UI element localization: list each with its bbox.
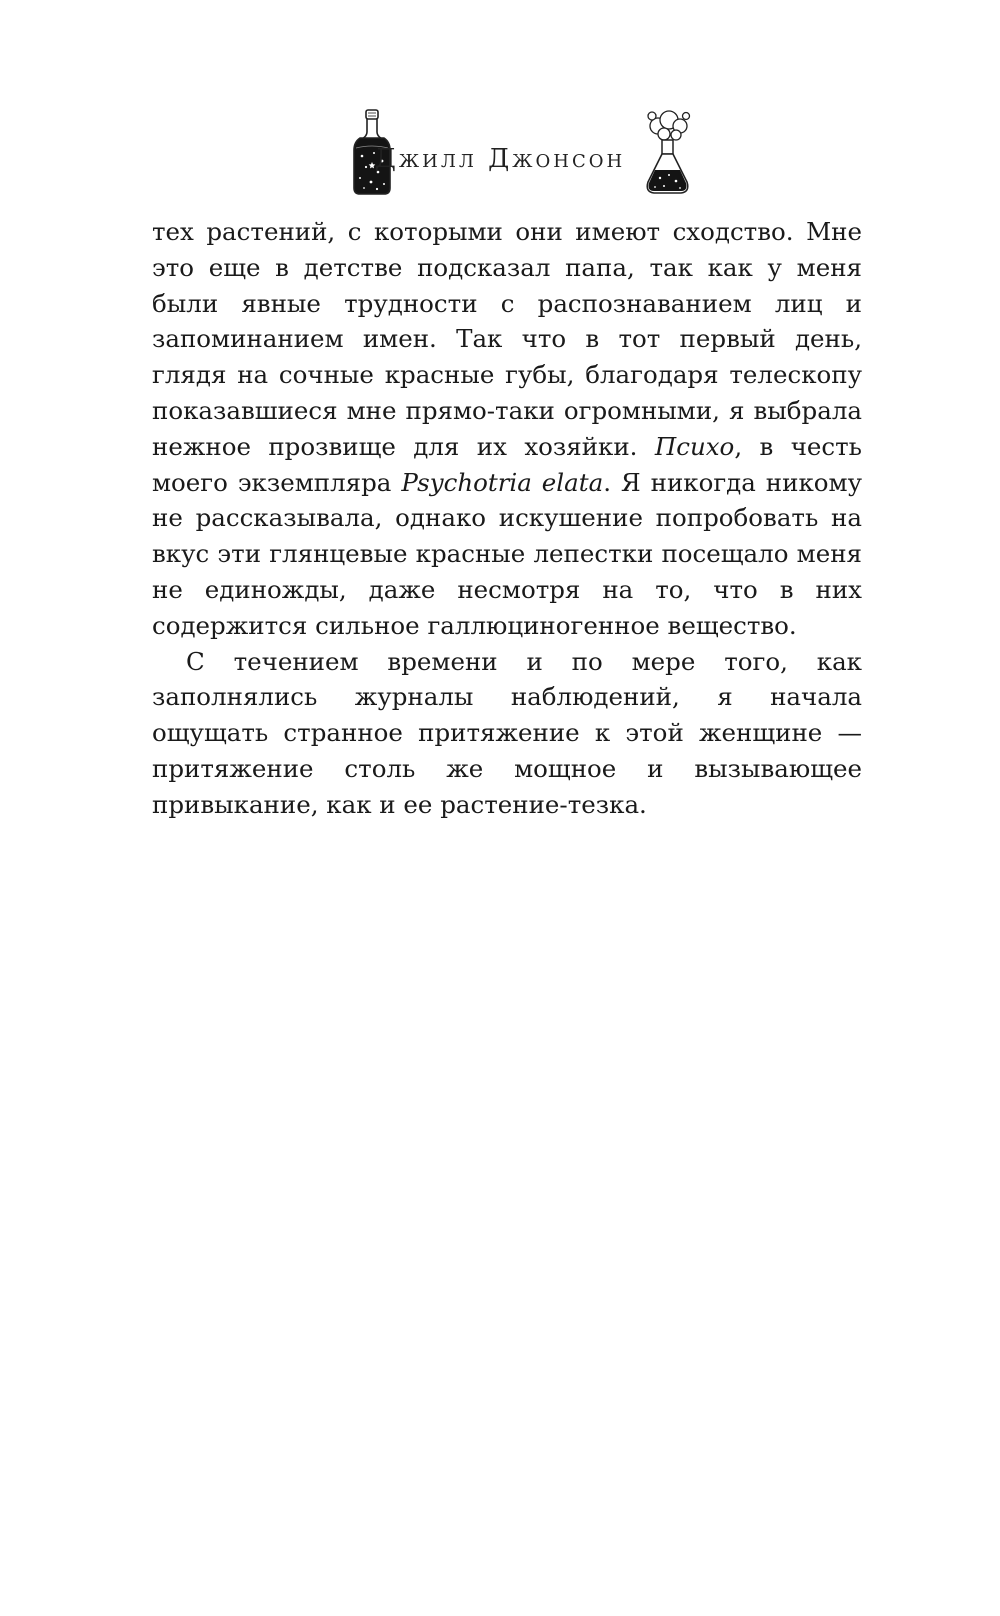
paragraph-2: С течением времени и по мере того, как заполнялись журналы наблюдений, я начала ощущать странное притяжение к этой женщине — притяжение столь же мощное и вызывающее привыкание, как и ее растение-тезка.: [152, 646, 862, 819]
running-title: Джилл Джонсон: [374, 144, 626, 174]
paragraph-1-part-1: тех растений, с которыми они имеют сходство. Мне это еще в детстве подсказал папа, так как у меня были явные трудности с распознаванием лиц и запоминанием имен. Так что в тот первый день, глядя на сочные красные губы, благодаря телескопу показавшиеся мне прямо-таки огромными, я выбрала нежное прозвище для их хозяйки.: [152, 217, 862, 461]
paragraph-1: [152, 214, 862, 644]
running-header: [0, 108, 1000, 198]
smoking-flask-icon: [636, 108, 698, 196]
species-name-italic: Psychotria elata: [401, 467, 604, 497]
nickname-italic: Психо: [654, 431, 735, 461]
paragraph-1-part-2: , в честь моего экземпляра: [152, 431, 863, 497]
body-text: [152, 214, 862, 823]
paragraph-1-part-3: . Я никогда никому не рассказывала, однако искушение попробовать на вкус эти глянцевые красные лепестки посещало меня не единожды, даже несмотря на то, что в них содержится сильное галлюциногенное вещество.: [152, 467, 862, 640]
